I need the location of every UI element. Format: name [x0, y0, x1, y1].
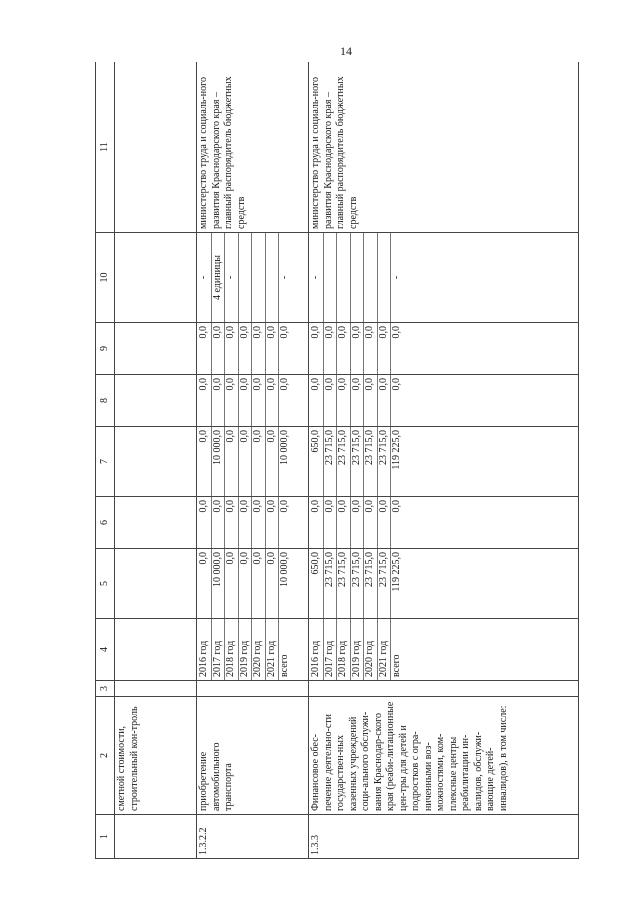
- col6-values-stack: [198, 497, 292, 548]
- program-table: [95, 62, 579, 859]
- col9-values: [115, 323, 197, 375]
- value-cell: 23 715,0: [351, 427, 365, 496]
- col6-values: [309, 497, 579, 549]
- value-cell: 2021 год: [378, 619, 392, 680]
- item-name: Финансовое обес-печение деятельно-сти государствен-ных казенных учреждений соци-ального обслужи-вания Краснодар-ского края (реаби-литационные цен-тры для детей и подростков с огра-ниченными воз-можностями, ком-плексные центры реабилитации ин-валидов, обслужи-вающие детей-инвалидов), в том числе:: [309, 697, 579, 815]
- column-number: 1: [96, 815, 115, 859]
- value-cell: 0,0: [252, 323, 266, 374]
- value-cell: 2017 год: [324, 619, 338, 680]
- col10-values: [197, 233, 309, 323]
- col8-values-stack: [310, 375, 404, 426]
- value-cell: 0,0: [364, 323, 378, 374]
- value-cell: 0,0: [252, 549, 266, 618]
- col7-values-stack: [198, 427, 292, 496]
- col6-values: [197, 497, 309, 549]
- value-cell: 0,0: [279, 500, 290, 513]
- col9-values-stack: [310, 323, 404, 374]
- value-cell: 2018 год: [337, 619, 351, 680]
- responsible-executor: [115, 62, 197, 233]
- value-cell: 2020 год: [252, 619, 266, 680]
- value-cell: 0,0: [266, 549, 280, 618]
- table-row: [197, 62, 309, 859]
- page-number: 14: [340, 44, 352, 58]
- year-list: [309, 619, 579, 681]
- column-number: 5: [96, 549, 115, 619]
- year-list-stack: [198, 619, 292, 680]
- value-cell: 0,0: [212, 323, 226, 374]
- value-cell: [266, 233, 280, 322]
- table-body: [96, 62, 579, 859]
- value-cell: 2019 год: [351, 619, 365, 680]
- value-cell: 0,0: [239, 375, 253, 426]
- value-cell: 2016 год: [198, 619, 212, 680]
- value-cell: [378, 233, 392, 322]
- value-cell: 0,0: [391, 378, 402, 391]
- value-cell: 23 715,0: [364, 427, 378, 496]
- value-cell: 0,0: [378, 323, 392, 374]
- value-cell: -: [225, 233, 239, 322]
- value-cell: 23 715,0: [324, 549, 338, 618]
- col5-values-stack: [198, 549, 292, 618]
- table-row: [309, 62, 579, 859]
- col9-values: [309, 323, 579, 375]
- value-cell: 23 715,0: [351, 549, 365, 618]
- value-cell: 0,0: [212, 375, 226, 426]
- value-cell: 0,0: [198, 549, 212, 618]
- value-cell: 0,0: [225, 427, 239, 496]
- value-cell: 0,0: [266, 375, 280, 426]
- value-cell: [337, 233, 351, 322]
- table-row: [115, 62, 197, 859]
- value-cell: всего: [279, 654, 290, 677]
- value-cell: 0,0: [279, 378, 290, 391]
- col5-values: [115, 549, 197, 619]
- column-number-row: [96, 62, 115, 859]
- value-cell: 0,0: [337, 323, 351, 374]
- value-cell: 0,0: [364, 375, 378, 426]
- value-cell: [252, 233, 266, 322]
- col5-values: [197, 549, 309, 619]
- column-number: 8: [96, 375, 115, 427]
- value-cell: 0,0: [252, 427, 266, 496]
- value-cell: [324, 233, 338, 322]
- value-cell: 0,0: [351, 375, 365, 426]
- value-cell: 23 715,0: [337, 427, 351, 496]
- value-cell: 10 000,0: [279, 552, 290, 587]
- col7-values: [115, 427, 197, 497]
- value-cell: 0,0: [252, 375, 266, 426]
- col6-values-stack: [310, 497, 404, 548]
- value-cell: 23 715,0: [364, 549, 378, 618]
- responsible-executor: министерство труда и социаль-ного развития Краснодарского края – главный распорядитель бюджетных средств: [309, 62, 579, 233]
- value-cell: 0,0: [391, 326, 402, 339]
- empty-cell: [309, 681, 579, 697]
- value-cell: 0,0: [239, 323, 253, 374]
- value-cell: 0,0: [378, 375, 392, 426]
- item-name: приобретение автомобильного транспорта: [197, 697, 309, 815]
- value-cell: 650,0: [310, 549, 324, 618]
- value-cell: 10 000,0: [279, 430, 290, 465]
- value-cell: 0,0: [310, 323, 324, 374]
- col8-values: [309, 375, 579, 427]
- item-code: 1.3.3: [309, 815, 579, 859]
- value-cell: 23 715,0: [378, 427, 392, 496]
- value-cell: 10 000,0: [212, 427, 226, 496]
- responsible-executor: министерство труда и социаль-ного развития Краснодарского края – главный распорядитель бюджетных средств: [197, 62, 309, 233]
- value-cell: всего: [391, 654, 402, 677]
- col7-values: [309, 427, 579, 497]
- column-number: 9: [96, 323, 115, 375]
- value-cell: 0,0: [225, 375, 239, 426]
- item-name: сметной стоимости, строительный кон-троль: [115, 697, 197, 815]
- value-cell: 4 единицы: [212, 233, 226, 322]
- year-list: [115, 619, 197, 681]
- value-cell: 0,0: [239, 427, 253, 496]
- value-cell: 119 225,0: [391, 430, 402, 470]
- value-cell: 0,0: [266, 323, 280, 374]
- column-number: 7: [96, 427, 115, 497]
- value-cell: 0,0: [364, 497, 378, 548]
- value-cell: 0,0: [310, 497, 324, 548]
- value-cell: -: [198, 233, 212, 322]
- value-cell: 0,0: [337, 375, 351, 426]
- value-cell: 0,0: [351, 323, 365, 374]
- value-cell: -: [391, 275, 402, 280]
- year-list: [197, 619, 309, 681]
- col10-values-stack: [198, 233, 292, 322]
- value-cell: 0,0: [324, 497, 338, 548]
- value-cell: 2017 год: [212, 619, 226, 680]
- col8-values-stack: [198, 375, 292, 426]
- col8-values: [197, 375, 309, 427]
- value-cell: 2021 год: [266, 619, 280, 680]
- value-cell: [364, 233, 378, 322]
- year-list-stack: [310, 619, 404, 680]
- column-number: 11: [96, 62, 115, 233]
- value-cell: -: [310, 233, 324, 322]
- col9-values-stack: [198, 323, 292, 374]
- value-cell: 0,0: [266, 427, 280, 496]
- col7-values-stack: [310, 427, 404, 496]
- value-cell: 0,0: [279, 326, 290, 339]
- value-cell: 0,0: [239, 497, 253, 548]
- empty-cell: [115, 681, 197, 697]
- value-cell: 0,0: [391, 500, 402, 513]
- value-cell: [239, 233, 253, 322]
- column-number: 2: [96, 697, 115, 815]
- value-cell: 0,0: [198, 375, 212, 426]
- col5-values: [309, 549, 579, 619]
- value-cell: 0,0: [337, 497, 351, 548]
- value-cell: 2020 год: [364, 619, 378, 680]
- item-code: 1.3.2.2: [197, 815, 309, 859]
- value-cell: 23 715,0: [324, 427, 338, 496]
- column-number: 4: [96, 619, 115, 681]
- value-cell: 0,0: [198, 323, 212, 374]
- column-number: 6: [96, 497, 115, 549]
- value-cell: 0,0: [225, 497, 239, 548]
- rotated-table-sheet: [95, 62, 600, 859]
- col6-values: [115, 497, 197, 549]
- value-cell: 10 000,0: [212, 549, 226, 618]
- empty-cell: [197, 681, 309, 697]
- col5-values-stack: [310, 549, 404, 618]
- value-cell: [351, 233, 365, 322]
- value-cell: 0,0: [324, 323, 338, 374]
- value-cell: 0,0: [225, 549, 239, 618]
- value-cell: 23 715,0: [378, 549, 392, 618]
- value-cell: 23 715,0: [337, 549, 351, 618]
- value-cell: 2016 год: [310, 619, 324, 680]
- value-cell: 0,0: [212, 497, 226, 548]
- value-cell: 0,0: [198, 427, 212, 496]
- value-cell: 2018 год: [225, 619, 239, 680]
- value-cell: 119 225,0: [391, 552, 402, 592]
- value-cell: 650,0: [310, 427, 324, 496]
- column-number: 3: [96, 681, 115, 697]
- value-cell: -: [279, 275, 290, 280]
- value-cell: 0,0: [324, 375, 338, 426]
- value-cell: 0,0: [225, 323, 239, 374]
- value-cell: 0,0: [310, 375, 324, 426]
- col7-values: [197, 427, 309, 497]
- col9-values: [197, 323, 309, 375]
- col10-values-stack: [310, 233, 404, 322]
- value-cell: 0,0: [198, 497, 212, 548]
- value-cell: 0,0: [351, 497, 365, 548]
- column-number: 10: [96, 233, 115, 323]
- value-cell: 2019 год: [239, 619, 253, 680]
- col8-values: [115, 375, 197, 427]
- value-cell: 0,0: [239, 549, 253, 618]
- value-cell: 0,0: [252, 497, 266, 548]
- col10-values: [309, 233, 579, 323]
- col10-values: [115, 233, 197, 323]
- value-cell: 0,0: [378, 497, 392, 548]
- value-cell: 0,0: [266, 497, 280, 548]
- item-code: [115, 815, 197, 859]
